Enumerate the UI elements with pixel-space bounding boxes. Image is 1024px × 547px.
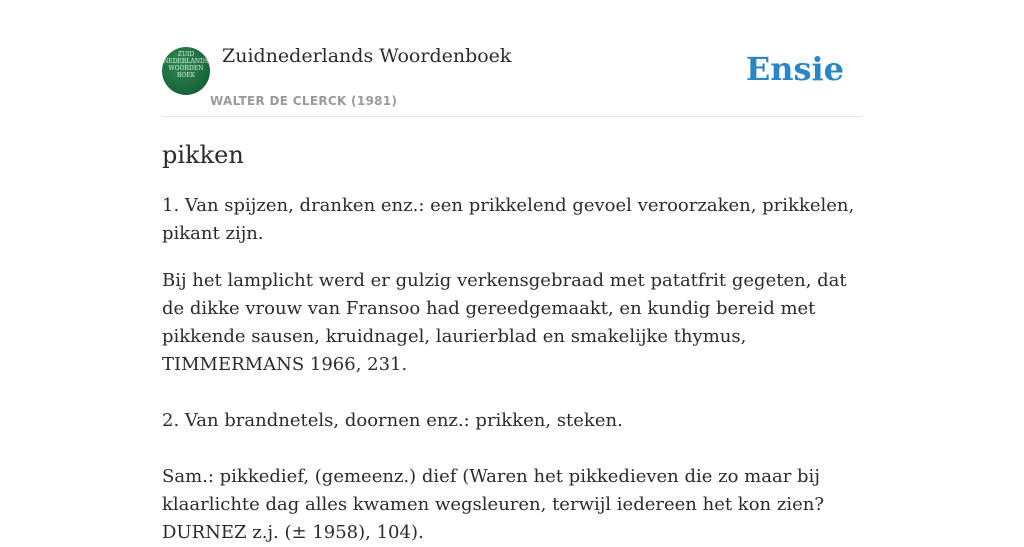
definition-1: 1. Van spijzen, dranken enz.: een prikkelend gevoel veroorzaken, prikkelen, pikant zijn. — [162, 195, 855, 244]
entry-headword: pikken — [162, 141, 244, 169]
logo-lettering: ZUID NEDERLANDS WOORDEN BOEK — [163, 51, 209, 79]
site-header — [162, 0, 862, 117]
ensie-brand-logo[interactable]: Ensie — [745, 50, 844, 88]
definition-2: 2. Van brandnetels, doornen enz.: prikken, steken. — [162, 410, 623, 431]
dictionary-logo[interactable] — [162, 47, 210, 95]
dictionary-title[interactable]: Zuidnederlands Woordenboek — [222, 45, 512, 67]
dictionary-author: WALTER DE CLERCK (1981) — [210, 94, 398, 108]
citation-1: Bij het lamplicht werd er gulzig verkensgebraad met patatfrit gegeten, dat de dikke vrouw van Fransoo had gereedgemaakt, en kundig bereid met pikkende sausen, kruidnagel, laurierblad en smakelijke thymus, TIMMERMANS 1966, 231. — [162, 270, 847, 375]
entry-content — [162, 138, 862, 547]
compounds-note: Sam.: pikkedief, (gemeenz.) dief (Waren het pikkedieven die zo maar bij klaarlichte dag alles kwamen wegsleuren, terwijl iedereen het kon zien? DURNEZ z.j. (± 1958), 104). — [162, 466, 824, 543]
